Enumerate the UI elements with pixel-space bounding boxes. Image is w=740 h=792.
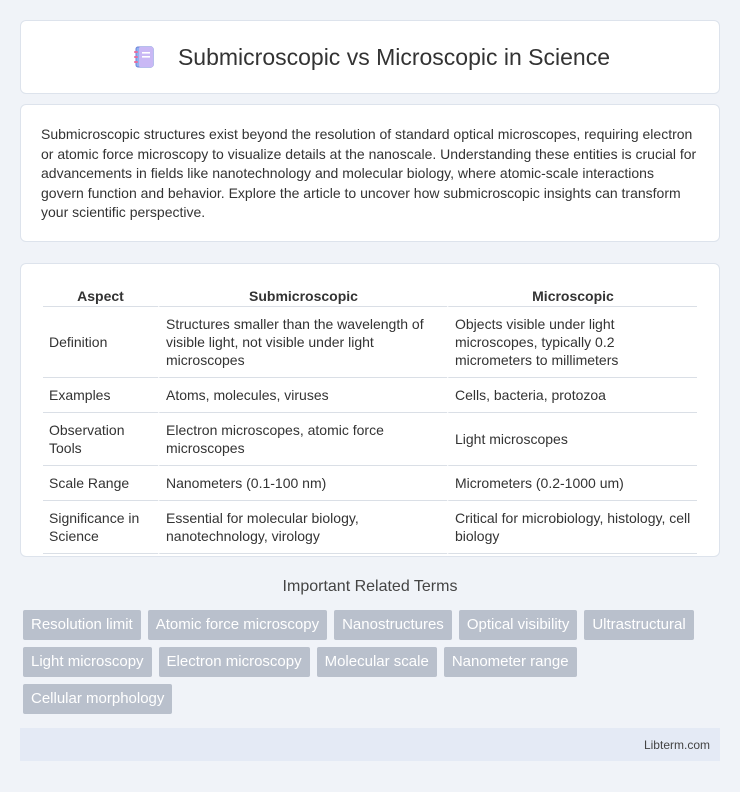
tag-molecular-scale[interactable]: Molecular scale [317, 647, 437, 677]
table-row [43, 378, 697, 413]
table-cell: Atoms, molecules, viruses [158, 378, 447, 413]
tag-cellular-morphology[interactable]: Cellular morphology [23, 684, 172, 714]
tag-electron-microscopy[interactable]: Electron microscopy [159, 647, 310, 677]
table-cell: Definition [43, 307, 158, 378]
table-row [43, 501, 697, 554]
table-row [43, 413, 697, 466]
table-cell: Essential for molecular biology, nanotechnology, virology [158, 501, 447, 554]
table-cell: Significance in Science [43, 501, 158, 554]
header-card [20, 20, 720, 94]
table-cell: Critical for microbiology, histology, cell biology [447, 501, 697, 554]
header-microscopic: Microscopic [447, 284, 697, 307]
table-cell: Objects visible under light microscopes, typically 0.2 micrometers to millimeters [447, 307, 697, 378]
tag-optical-visibility[interactable]: Optical visibility [459, 610, 578, 640]
table-cell: Micrometers (0.2-1000 um) [447, 466, 697, 501]
table-cell: Examples [43, 378, 158, 413]
table-cell: Light microscopes [447, 413, 697, 466]
notebook-icon [130, 43, 158, 71]
tag-nanostructures[interactable]: Nanostructures [334, 610, 452, 640]
intro-card [20, 104, 720, 242]
table-cell: Structures smaller than the wavelength of visible light, not visible under light microscopes [158, 307, 447, 378]
page-title: Submicroscopic vs Microscopic in Science [177, 43, 611, 70]
table-header-row [43, 284, 697, 307]
header-submicroscopic: Submicroscopic [158, 284, 447, 307]
tag-resolution-limit[interactable]: Resolution limit [23, 610, 141, 640]
tag-light-microscopy[interactable]: Light microscopy [23, 647, 152, 677]
related-terms-title: Important Related Terms [282, 578, 458, 595]
table-cell: Scale Range [43, 466, 158, 501]
table-cell: Nanometers (0.1-100 nm) [158, 466, 447, 501]
table-row [43, 307, 697, 378]
table-cell: Electron microscopes, atomic force microscopes [158, 413, 447, 466]
tag-ultrastructural[interactable]: Ultrastructural [584, 610, 693, 640]
header-aspect: Aspect [43, 284, 158, 307]
comparison-table [43, 284, 697, 554]
tag-nanometer-range[interactable]: Nanometer range [444, 647, 577, 677]
related-terms-tags [23, 610, 723, 721]
footer-brand-link[interactable]: Libterm.com [643, 737, 710, 752]
tag-atomic-force-microscopy[interactable]: Atomic force microscopy [148, 610, 327, 640]
footer [20, 728, 720, 761]
table-cell: Observation Tools [43, 413, 158, 466]
table-cell: Cells, bacteria, protozoa [447, 378, 697, 413]
intro-text: Submicroscopic structures exist beyond the resolution of standard optical microscopes, requiring electron or atomic force microscopy to visualize details at the nanoscale. Understanding these entities is crucial for advancements in fields like nanotechnology and molecular biology, where atomic-scale interactions govern function and behavior. Explore the article to uncover how submicroscopic insights can transform your scientific perspective. [41, 126, 697, 220]
comparison-table-card [20, 263, 720, 557]
table-row [43, 466, 697, 501]
